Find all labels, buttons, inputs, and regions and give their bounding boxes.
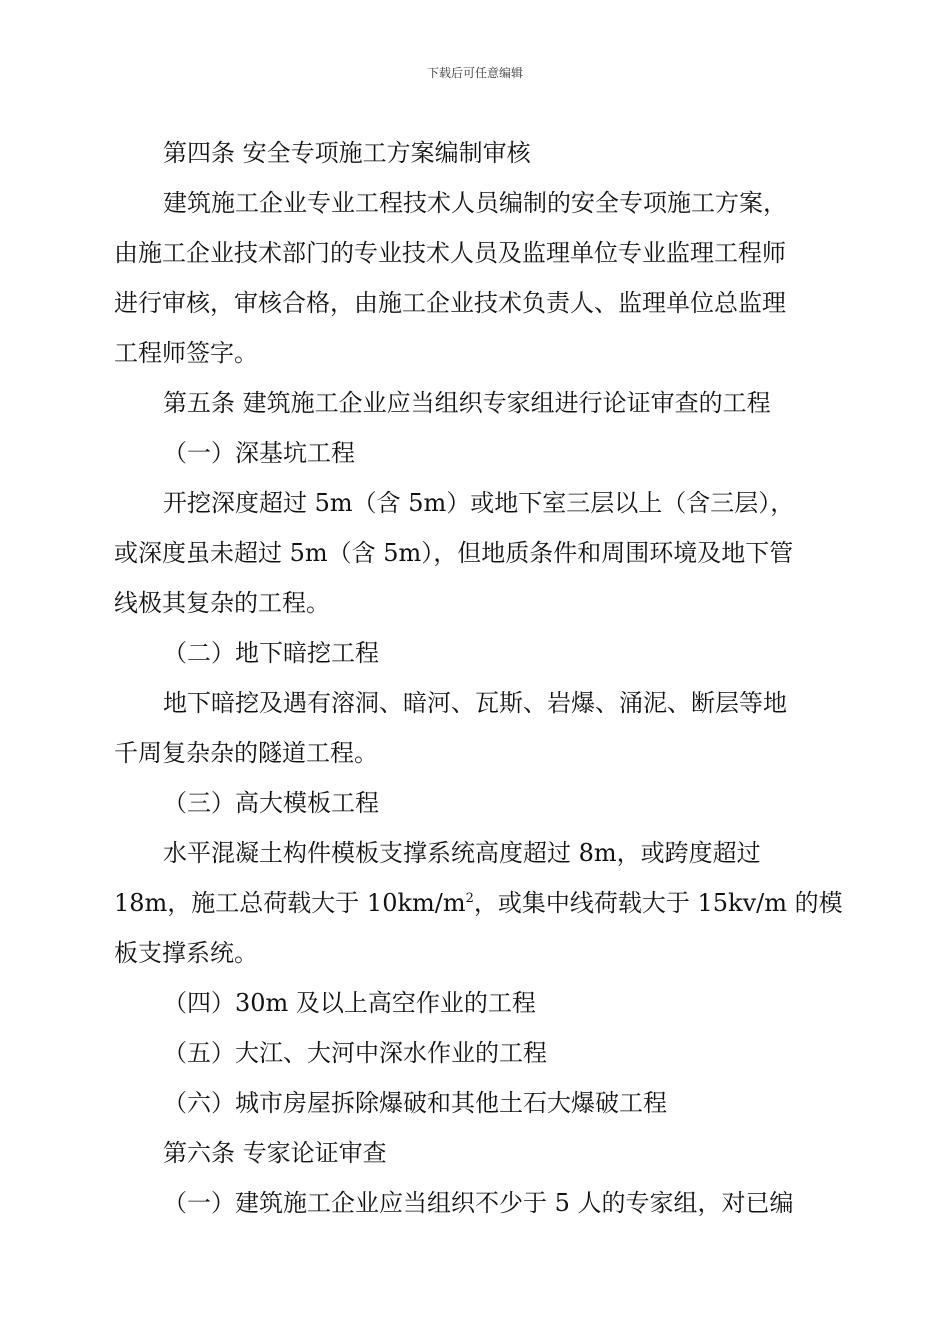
document-body — [114, 128, 843, 1228]
paragraph-line: 进行审核，审核合格，由施工企业技术负责人、监理单位总监理 — [114, 289, 786, 317]
item-heading-1: （一）深基坑工程 — [163, 439, 355, 467]
text-segment: ，或集中线荷载大于 15kv/m 的模 — [473, 889, 843, 917]
paragraph-line: 千周复杂杂的隧道工程。 — [114, 739, 378, 767]
item-heading-6: （六）城市房屋拆除爆破和其他土石大爆破工程 — [163, 1089, 667, 1117]
item-heading-2: （二）地下暗挖工程 — [163, 639, 379, 667]
article-4-heading: 第四条 安全专项施工方案编制审核 — [163, 139, 531, 167]
paragraph-line: 或深度虽未超过 5m（含 5m），但地质条件和周围环境及地下管 — [114, 539, 794, 567]
paragraph-line: 线极其复杂的工程。 — [114, 589, 330, 617]
text-segment: 18m，施工总荷载大于 10km/m — [114, 889, 466, 917]
paragraph-line-with-superscript — [114, 878, 843, 928]
paragraph-line: 水平混凝土构件模板支撑系统高度超过 8m，或跨度超过 — [163, 839, 761, 867]
item-heading-5: （五）大江、大河中深水作业的工程 — [163, 1039, 547, 1067]
paragraph-line: 由施工企业技术部门的专业技术人员及监理单位专业监理工程师 — [114, 239, 786, 267]
article-5-heading: 第五条 建筑施工企业应当组织专家组进行论证审查的工程 — [163, 389, 771, 417]
article-6-heading: 第六条 专家论证审查 — [163, 1139, 387, 1167]
page-header: 下载后可任意编辑 — [426, 66, 523, 80]
paragraph-line: 工程师签字。 — [114, 339, 258, 367]
item-heading-3: （三）高大模板工程 — [163, 789, 379, 817]
superscript: 2 — [465, 891, 474, 906]
paragraph-line: 板支撑系统。 — [114, 939, 258, 967]
paragraph-line: 建筑施工企业专业工程技术人员编制的安全专项施工方案， — [163, 189, 787, 217]
paragraph-line: （一）建筑施工企业应当组织不少于 5 人的专家组，对已编 — [163, 1189, 794, 1217]
paragraph-line: 开挖深度超过 5m（含 5m）或地下室三层以上（含三层）， — [163, 489, 795, 517]
paragraph-line: 地下暗挖及遇有溶洞、暗河、瓦斯、岩爆、涌泥、断层等地 — [163, 689, 787, 717]
item-heading-4: （四）30m 及以上高空作业的工程 — [163, 989, 536, 1017]
